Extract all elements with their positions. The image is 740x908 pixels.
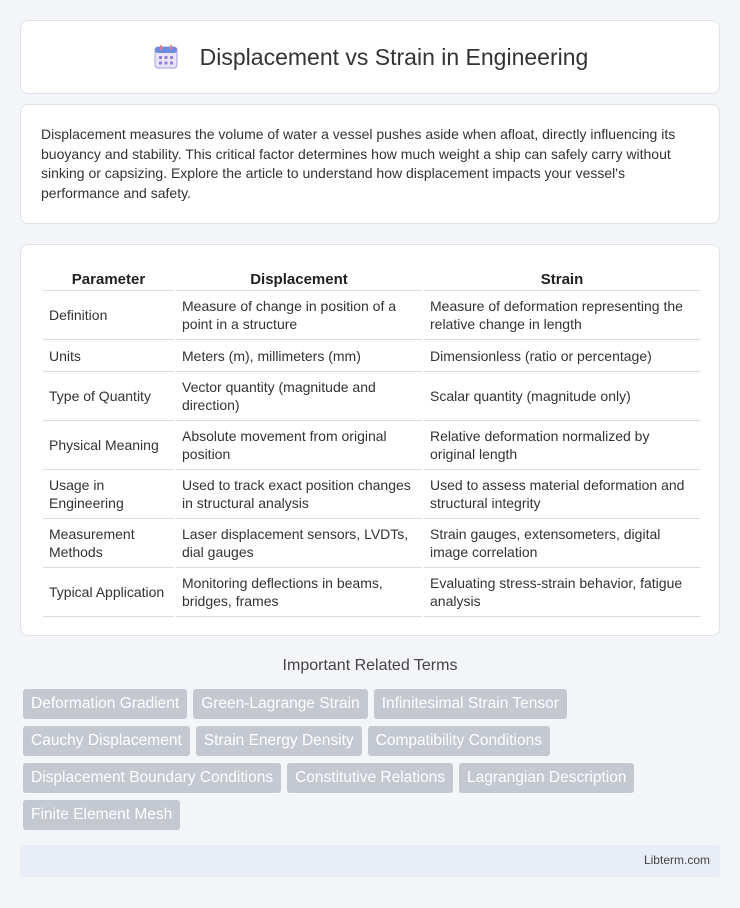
- page-title: Displacement vs Strain in Engineering: [199, 43, 589, 70]
- table-cell: Type of Quantity: [43, 372, 174, 421]
- comparison-table: [41, 265, 702, 617]
- table-cell: Physical Meaning: [43, 421, 174, 470]
- related-term-tag[interactable]: Strain Energy Density: [196, 726, 362, 756]
- table-row: [43, 340, 700, 372]
- related-terms-title: Important Related Terms: [282, 657, 458, 674]
- related-term-tag[interactable]: Deformation Gradient: [23, 689, 187, 719]
- table-cell: Relative deformation normalized by original length: [424, 421, 700, 470]
- table-row: [43, 372, 700, 421]
- table-cell: Used to track exact position changes in structural analysis: [176, 470, 422, 519]
- table-row: [43, 421, 700, 470]
- table-row: [43, 519, 700, 568]
- column-header-parameter: Parameter: [43, 265, 174, 291]
- related-terms-list: [23, 689, 723, 830]
- header-card: [20, 20, 720, 94]
- table-cell: Vector quantity (magnitude and direction): [176, 372, 422, 421]
- table-cell: Units: [43, 340, 174, 372]
- table-cell: Strain gauges, extensometers, digital image correlation: [424, 519, 700, 568]
- footer: [20, 845, 720, 877]
- column-header-strain: Strain: [424, 265, 700, 291]
- table-cell: Measure of deformation representing the relative change in length: [424, 291, 700, 340]
- intro-card: [20, 104, 720, 224]
- table-cell: Scalar quantity (magnitude only): [424, 372, 700, 421]
- table-cell: Dimensionless (ratio or percentage): [424, 340, 700, 372]
- related-term-tag[interactable]: Lagrangian Description: [459, 763, 634, 793]
- table-cell: Used to assess material deformation and structural integrity: [424, 470, 700, 519]
- column-header-displacement: Displacement: [176, 265, 422, 291]
- footer-brand-link[interactable]: Libterm.com: [643, 853, 710, 867]
- table-row: [43, 291, 700, 340]
- table-row: [43, 470, 700, 519]
- table-cell: Typical Application: [43, 568, 174, 617]
- related-term-tag[interactable]: Infinitesimal Strain Tensor: [374, 689, 567, 719]
- related-term-tag[interactable]: Displacement Boundary Conditions: [23, 763, 281, 793]
- related-term-tag[interactable]: Green-Lagrange Strain: [193, 689, 368, 719]
- table-cell: Measure of change in position of a point in a structure: [176, 291, 422, 340]
- calendar-icon: [152, 43, 180, 71]
- table-cell: Laser displacement sensors, LVDTs, dial gauges: [176, 519, 422, 568]
- table-cell: Usage in Engineering: [43, 470, 174, 519]
- related-term-tag[interactable]: Compatibility Conditions: [368, 726, 550, 756]
- table-cell: Measurement Methods: [43, 519, 174, 568]
- table-cell: Meters (m), millimeters (mm): [176, 340, 422, 372]
- intro-text: Displacement measures the volume of water a vessel pushes aside when afloat, directly influencing its buoyancy and stability. This critical factor determines how much weight a ship can safely carry without sinking or capsizing. Explore the article to understand how displacement impacts your vessel's performance and safety.: [41, 126, 676, 201]
- related-term-tag[interactable]: Cauchy Displacement: [23, 726, 190, 756]
- comparison-table-card: [20, 244, 720, 636]
- table-cell: Absolute movement from original position: [176, 421, 422, 470]
- table-cell: Monitoring deflections in beams, bridges, frames: [176, 568, 422, 617]
- related-term-tag[interactable]: Finite Element Mesh: [23, 800, 180, 830]
- table-cell: Evaluating stress-strain behavior, fatigue analysis: [424, 568, 700, 617]
- related-term-tag[interactable]: Constitutive Relations: [287, 763, 453, 793]
- table-row: [43, 568, 700, 617]
- table-cell: Definition: [43, 291, 174, 340]
